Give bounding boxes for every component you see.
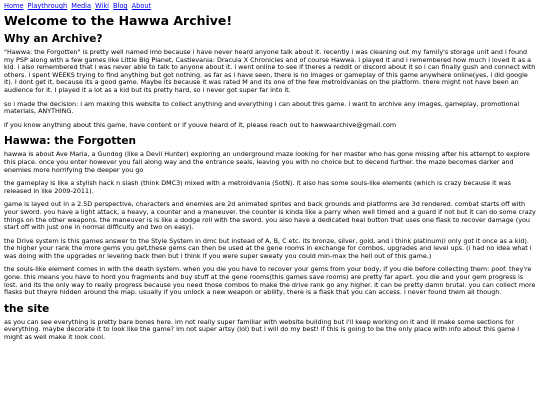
section-why-archive [4, 33, 537, 129]
section-the-site [4, 303, 537, 342]
section-hawwa-forgotten [4, 135, 537, 297]
section-heading: Hawwa: the Forgotten [4, 135, 136, 148]
section-heading: Why an Archive? [4, 33, 103, 45]
paragraph: the Drive system is this games answer to the Style System in dmc but instead of A, B, C etc. its bronze, silver, gold, and i think platinum(i only got it once as a kid). the higher your rank the more gems you get,these gems can then be used at the gene rooms in exchange for combos, upgrades and level ups. (i had no idea what i was doing with the upgrades or leveling back then but i think if you were super sweaty you could min-max the hell out of this game.) [4, 236, 532, 260]
contact-paragraph: if you know anything about this game, have content or if youve heard of it, please reach out to hawwaarchive@gmail.com [4, 120, 397, 129]
nav-link-home[interactable]: Home [4, 2, 24, 10]
paragraph: hawwa is about Ave Maria, a Gundog (like a Devil Hunter) exploring an underground maze looking for her master who has gone missing after his attempt to explore this place. once you enter however you fall along way and the entrance seals, leaving you with no choice but to decend further. the maze becomes darker and enemies more horrifying the deeper you go [4, 150, 530, 174]
top-nav [4, 2, 537, 11]
nav-link-blog[interactable]: Blog [113, 2, 128, 10]
paragraph: game is layed out in a 2.5D perspective, characters and enemies are 2d animated sprites and back grounds and platforms are 3d rendered. combat starts off with your sword. you have a light attack, a heavy, a counter and a maneuver. the counter is kinda like a parry when well timed and a guard if not but it can do some crazy things on the other weapons. the maneuver is is like a dodge roll with the sword. you also have a dedicated heal button that uses one flask to recover damage (you start off with just one in normal difficulty and two on easy). [4, 200, 536, 232]
nav-link-media[interactable]: Media [71, 2, 92, 10]
section-heading: the site [4, 302, 50, 315]
paragraph: as you can see everything is pretty bare bones here. im not really super familiar with website building but i'll keep working on it and ill make some sections for everything. maybe decorate it to look like the game? im not super artsy (lol) but i will do my best! if this is going to be the only place with info about this game i might as well make it look cool. [4, 317, 520, 342]
paragraph: the gameplay is like a stylish hack n slash (think DMC3) mixed with a metroidvania (SotN). it also has some souls-like elements (which is crazy because it was released in like 2009-2011). [4, 179, 511, 195]
paragraph: "Hawwa: the Forgotten" is pretty well named imo because i have never heard anyone talk about it. recently i was cleaning out my family's storage unit and i found my PSP along with a few games like Little Big Planet, Castlevania: Dracula X Chronicles and of course Hawwa. i played it and i remembered how much i loved it as a kid. i also remembered that i was never able to talk to anyone about it. i went online to see if theres a reddit or discord about it so i can finally gush and connect with others. i spent WEEKS trying to find anything but got nothing. as far as i have seen, there is no images or gameplay of this game anywhere online(yes, i did google it). I dont get it, because its a good game. Maybe its because it was rated M and its one of the few metroidvanias on the platform. there might not have been an audience for it. I played it a lot as a kid but its pretty hard, so i never got super far into it. [4, 48, 536, 94]
paragraph: so i made the decision: i am making this website to collect anything and everything i can about this game. i want to archive any images, gameplay, promotional materials, ANYTHING. [4, 99, 520, 116]
paragraph: the souls-like element comes in with the death system. when you die you have to recover your gems from your body, if you die before collecting them: poof. they're gone. this means you have to hord you fragments and buy stuff at the gene rooms(this games save rooms) are pretty far apart. you die and your gem progress is lost. and its the only way to really progress because you need those combos to make the drive rank go any higher. it can be pretty damn brutal. you can collect more flasks but theyre hidden around the map. usually if you unlock a new weapon or ability, there is a flask that you can access. i never found them all though. [4, 265, 536, 297]
nav-link-about[interactable]: About [131, 2, 152, 10]
nav-link-playthrough[interactable]: Playthrough [27, 2, 68, 10]
nav-link-wiki[interactable]: Wiki [95, 2, 109, 10]
page-title: Welcome to the Hawwa Archive! [4, 13, 233, 28]
